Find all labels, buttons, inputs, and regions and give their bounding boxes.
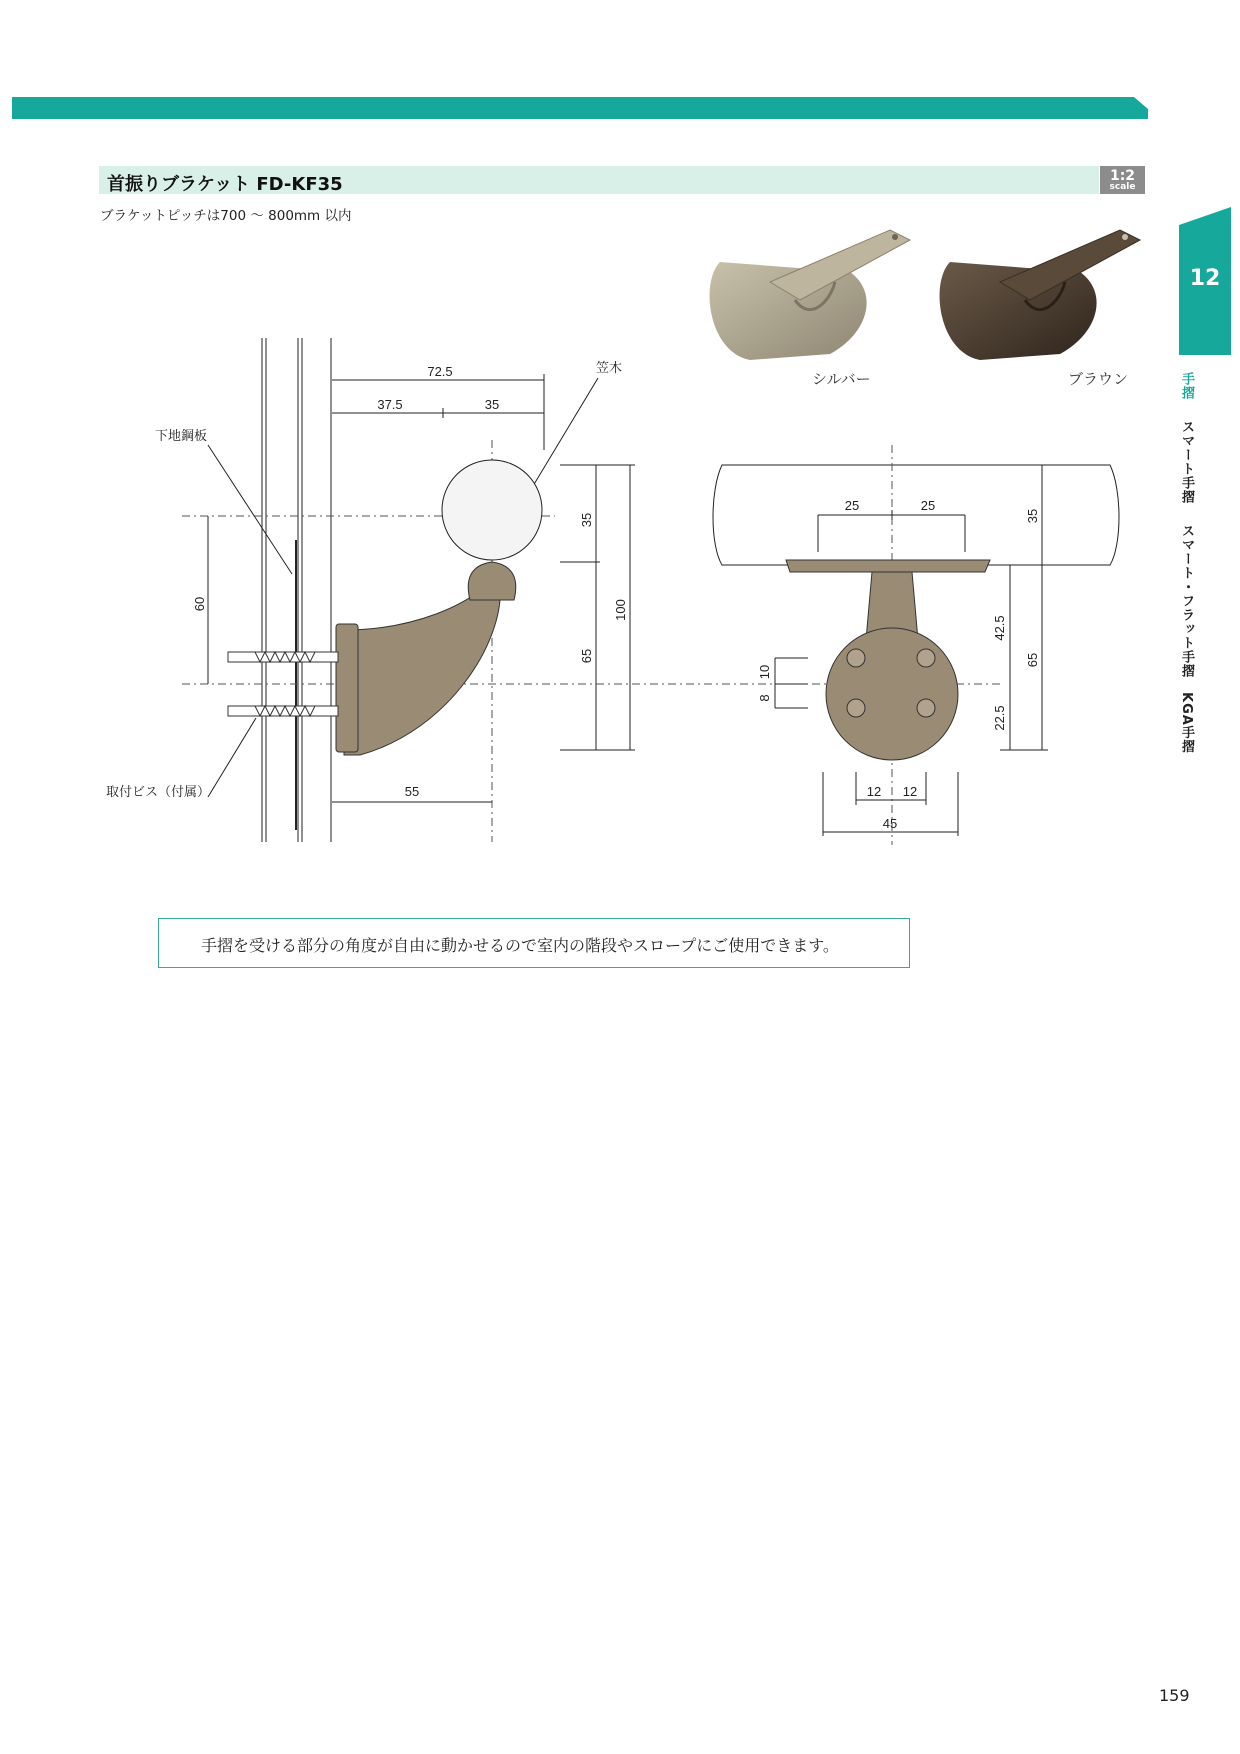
dim-72-5: 72.5 — [427, 364, 453, 379]
dim-rail-height: 35 — [579, 512, 594, 528]
bracket-pitch-note: ブラケットピッチは700 ～ 800mm 以内 — [100, 208, 352, 224]
side-nav-item-kga[interactable]: KGA手摺 — [1179, 692, 1194, 754]
label-handrail: 笠木 — [596, 361, 623, 376]
dim-37-5: 37.5 — [377, 397, 403, 412]
side-nav-item-handrail[interactable]: 手摺 — [1179, 372, 1194, 400]
dim-total-height: 100 — [613, 599, 628, 621]
dim-plate-right: 25 — [920, 498, 936, 513]
scale-word: scale — [1109, 182, 1136, 192]
front-plate — [786, 560, 990, 572]
dim-base-dia: 45 — [882, 816, 898, 831]
dim-projection: 55 — [404, 784, 420, 799]
dim-hole-lower: 8 — [757, 694, 772, 702]
color-label-brown: ブラウン — [1068, 370, 1129, 388]
dim-hole-left: 12 — [866, 784, 882, 799]
dim-bracket-height: 65 — [579, 648, 594, 664]
bracket-arm — [344, 585, 500, 755]
side-nav-item-smart[interactable]: スマート手摺 — [1179, 420, 1194, 504]
label-wall-plate: 下地鋼板 — [155, 429, 208, 444]
page-number: 159 — [1159, 1686, 1190, 1705]
section-title: 首振りブラケット FD-KF35 — [107, 174, 343, 195]
side-nav-item-smart-flat[interactable]: スマート・フラット手摺 — [1179, 524, 1194, 678]
dim-hole-right: 12 — [902, 784, 918, 799]
dim-screw-pitch: 60 — [192, 596, 207, 612]
handrail-section — [442, 460, 542, 560]
dim-plate-left: 25 — [844, 498, 860, 513]
chapter-number: 12 — [1189, 266, 1221, 291]
base-plate — [336, 624, 358, 752]
dim-rail-dia: 35 — [1025, 508, 1040, 524]
color-label-silver: シルバー — [812, 370, 871, 388]
label-screw: 取付ビス（付属） — [106, 785, 211, 800]
feature-note-box — [158, 918, 910, 968]
dim-35-top: 35 — [484, 397, 500, 412]
feature-note: 手摺を受ける部分の角度が自由に動かせるので室内の階段やスロープにご使用できます。 — [201, 936, 839, 955]
base-disc — [826, 628, 958, 760]
dim-hole-upper: 10 — [757, 664, 772, 680]
dim-upper: 42.5 — [992, 615, 1007, 641]
dim-front-total: 65 — [1025, 652, 1040, 668]
dim-lower: 22.5 — [992, 705, 1007, 731]
scale-ratio: 1:2 — [1109, 168, 1136, 184]
